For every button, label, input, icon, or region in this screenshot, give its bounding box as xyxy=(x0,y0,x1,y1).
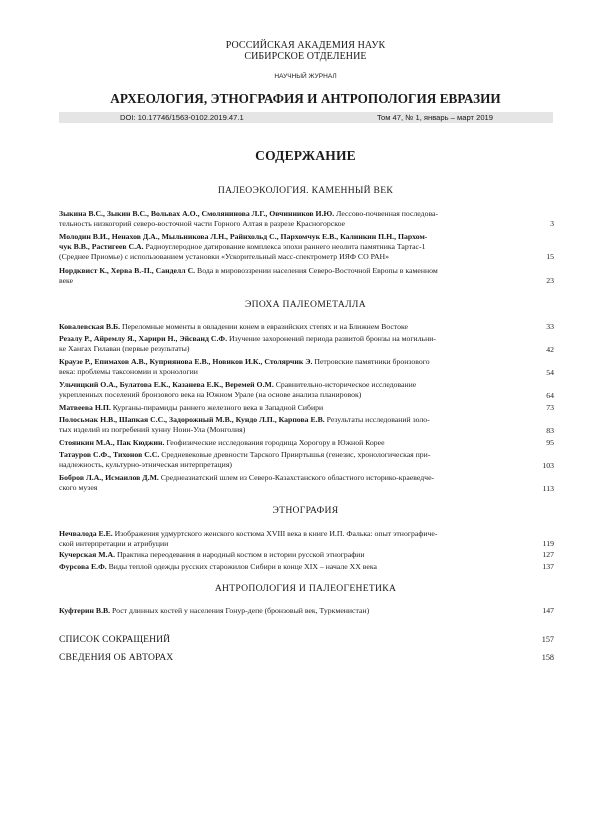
entry-title: Сравнительно-историческое исследование xyxy=(275,380,417,389)
entry-title-cont: веке xyxy=(59,276,74,286)
section-title: АНТРОПОЛОГИЯ И ПАЛЕОГЕНЕТИКА xyxy=(214,583,397,594)
entry-title: Лессово-почвенная последова- xyxy=(336,209,439,218)
entry-authors: Резалу Р., Айремлу Я., Харири Н., Эйсванд С.Ф. xyxy=(59,334,228,343)
toc-entry[interactable] xyxy=(59,403,519,413)
toc-entry[interactable] xyxy=(59,550,519,560)
entry-title: Переломные моменты в овладении конем в евразийских степях и на Ближнем Востоке xyxy=(122,322,408,331)
entry-title-cont: ского музея xyxy=(59,483,98,493)
entry-title: Курганы-пирамиды раннего железного века в Западной Сибири xyxy=(112,403,324,412)
entry-authors: Бобров Л.А., Исмаилов Д.М. xyxy=(59,473,159,482)
authors-info-link[interactable]: СВЕДЕНИЯ ОБ АВТОРАХ xyxy=(59,652,174,663)
entry-title: Среднеазиатский шлем из Северо-Казахстанского областного историко-краеведче- xyxy=(160,473,435,482)
entry-page: 54 xyxy=(546,368,554,377)
entry-page: 64 xyxy=(546,391,554,400)
entry-page: 83 xyxy=(546,426,554,435)
branch-name: СИБИРСКОЕ ОТДЕЛЕНИЕ xyxy=(244,51,367,62)
entry-authors: Ковалевская В.Б. xyxy=(59,322,121,331)
entry-title: Петровские памятники бронзового xyxy=(314,357,430,366)
entry-title-cont: тельность низкогорий северо-восточной части Горного Алтая в разрезе Красногорское xyxy=(59,219,345,229)
entry-title: Изучение захоронений периода развитой бронзы на могильни- xyxy=(228,334,436,343)
entry-authors: Фурсова Е.Ф. xyxy=(59,562,107,571)
entry-authors: Зыкина В.С., Зыкин В.С., Вольвах А.О., Смолянинова Л.Г., Овчинников И.Ю. xyxy=(59,209,335,218)
entry-title-cont: (Среднее Приомье) с использованием установки «Ускорительный масс-спектрометр ИЯФ СО РАН» xyxy=(59,252,390,262)
entry-authors: Нордквист К., Херва В.-П., Санделл С. xyxy=(59,266,196,275)
journal-type: НАУЧНЫЙ ЖУРНАЛ xyxy=(274,73,337,80)
authors-info-page: 158 xyxy=(541,653,554,662)
entry-page: 127 xyxy=(542,550,554,559)
entry-authors: Кучерская М.А. xyxy=(59,550,116,559)
toc-entry[interactable] xyxy=(59,562,519,572)
abbreviations-link[interactable]: СПИСОК СОКРАЩЕНИЙ xyxy=(59,634,171,645)
abbreviations-page: 157 xyxy=(541,635,554,644)
toc-entry[interactable] xyxy=(59,266,519,286)
entry-page: 42 xyxy=(546,345,554,354)
entry-authors: Молодин В.И., Ненахов Д.А., Мыльникова Л.Н., Райнхольд С., Пархомчук Е.В., Калинкин П.Н., Пархом- xyxy=(59,232,428,241)
toc-entry[interactable] xyxy=(59,232,519,262)
entry-title: Вода в мировоззрении населения Северо-Восточной Европы в каменном xyxy=(197,266,438,275)
entry-authors-cont: чук В.В., Растигеев С.А. xyxy=(59,242,144,252)
entry-page: 95 xyxy=(546,438,554,447)
entry-page: 3 xyxy=(550,219,554,228)
toc-entry[interactable] xyxy=(59,438,519,448)
entry-title-cont: ской интерпретации и атрибуции xyxy=(59,539,169,549)
entry-authors: Татауров С.Ф., Тихонов С.С. xyxy=(59,450,160,459)
academy-name: РОССИЙСКАЯ АКАДЕМИЯ НАУК xyxy=(225,40,386,51)
entry-title-cont: ке Хангах Гилаван (первые результаты) xyxy=(59,344,190,354)
toc-entry[interactable] xyxy=(59,334,519,354)
entry-title-cont: надлежность, культурно-этническая интерпретация) xyxy=(59,460,232,470)
toc-entry[interactable] xyxy=(59,606,519,616)
entry-title-cont: укрепленных поселений бронзового века на Южном Урале (на основе анализа планировок) xyxy=(59,390,362,400)
entry-page: 33 xyxy=(546,322,554,331)
entry-title: Виды теплой одежды русских старожилов Сибири в конце XIX – начале XX века xyxy=(108,562,377,571)
entry-title: Результаты исследований золо- xyxy=(326,415,430,424)
entry-title-cont: века: проблемы таксономии и хронологии xyxy=(59,367,198,377)
entry-page: 15 xyxy=(546,252,554,261)
entry-page: 113 xyxy=(542,484,554,493)
toc-entry[interactable] xyxy=(59,322,519,332)
doi-text[interactable]: DOI: 10.17746/1563-0102.2019.47.1 xyxy=(120,113,244,122)
journal-title: АРХЕОЛОГИЯ, ЭТНОГРАФИЯ И АНТРОПОЛОГИЯ ЕВРАЗИИ xyxy=(110,91,501,106)
entry-title: Средневековые древности Тарского Прииртышья (генезис, хронологическая при- xyxy=(161,450,431,459)
contents-title: СОДЕРЖАНИЕ xyxy=(255,148,356,163)
entry-authors: Краузе Р., Епимахов А.В., Куприянова Е.В., Новиков И.К., Столярчик Э. xyxy=(59,357,313,366)
doi-band xyxy=(59,112,553,123)
entry-title: Геофизические исследования городища Хорогору в Южной Корее xyxy=(166,438,385,447)
entry-authors: Ульчицкий О.А., Булатова Е.К., Казанева Е.К., Веремей О.М. xyxy=(59,380,274,389)
section-title: ПАЛЕОЭКОЛОГИЯ. КАМЕННЫЙ ВЕК xyxy=(217,185,394,196)
entry-page: 73 xyxy=(546,403,554,412)
toc-entry[interactable] xyxy=(59,415,519,435)
section-title: ЭПОХА ПАЛЕОМЕТАЛЛА xyxy=(245,299,366,310)
entry-title: Рост длинных костей у населения Гонур-депе (бронзовый век, Туркменистан) xyxy=(112,606,370,615)
entry-authors: Матвеева Н.П. xyxy=(59,403,111,412)
issue-text: Том 47, № 1, январь – март 2019 xyxy=(376,113,493,122)
entry-authors: Нечвалода Е.Е. xyxy=(59,529,113,538)
entry-page: 119 xyxy=(542,539,554,548)
entry-title: Изображения удмуртского женского костюма XVIII века в книге И.П. Фалька: опыт этнографиче- xyxy=(114,529,438,538)
entry-title: Практика переодевания в народный костюм в истории русской этнографии xyxy=(116,550,365,559)
entry-page: 147 xyxy=(542,606,554,615)
toc-entry[interactable] xyxy=(59,209,519,229)
toc-entry[interactable] xyxy=(59,380,519,400)
toc-entry[interactable] xyxy=(59,473,519,493)
entry-page: 103 xyxy=(542,461,554,470)
section-title: ЭТНОГРАФИЯ xyxy=(272,505,339,516)
entry-authors: Стоянкин М.А., Пак Кюджин. xyxy=(59,438,165,447)
toc-entry[interactable] xyxy=(59,357,519,377)
entry-authors: Полосьмак Н.В., Шапкая С.С., Задорожный М.В., Кундо Л.П., Карпова Е.В. xyxy=(59,415,325,424)
entry-page: 23 xyxy=(546,276,554,285)
entry-title: Радиоуглеродное датирование комплекса эпохи раннего неолита памятника Тартас-1 xyxy=(145,242,426,252)
toc-entry[interactable] xyxy=(59,450,519,470)
entry-authors: Куфтерин В.В. xyxy=(59,606,111,615)
toc-entry[interactable] xyxy=(59,529,519,549)
entry-title-cont: тых изделий из погребений хунну Ноин-Ула (Монголия) xyxy=(59,425,246,435)
entry-page: 137 xyxy=(542,562,554,571)
